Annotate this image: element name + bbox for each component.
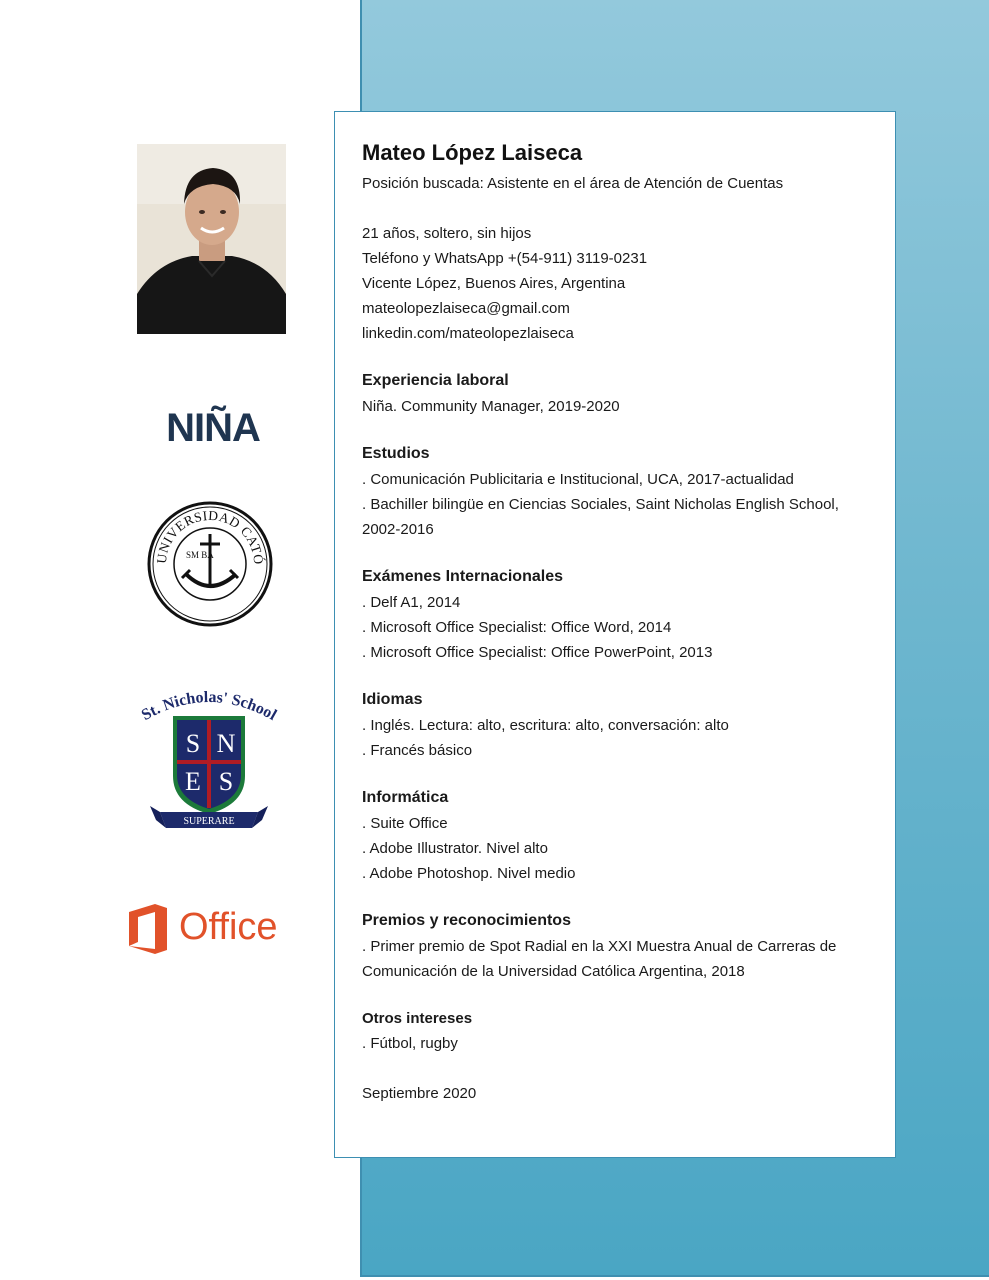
svg-text:N: N xyxy=(216,729,236,758)
svg-text:NIÑA: NIÑA xyxy=(166,406,260,447)
candidate-name: Mateo López Laiseca xyxy=(362,140,583,165)
svg-text:SM BA: SM BA xyxy=(186,550,214,560)
language-item: . Inglés. Lectura: alto, escritura: alto, conversación: alto xyxy=(362,717,729,734)
svg-text:S: S xyxy=(218,767,234,796)
nina-logo xyxy=(143,403,283,447)
computing-item: . Adobe Illustrator. Nivel alto xyxy=(362,840,548,857)
office-logo-text: Office xyxy=(179,906,278,948)
exam-item: . Microsoft Office Specialist: Office Word, 2014 xyxy=(362,619,672,636)
svg-text:St. Nicholas' School: St. Nicholas' School xyxy=(138,688,280,725)
document-date: Septiembre 2020 xyxy=(362,1085,477,1102)
office-icon xyxy=(125,902,173,956)
office-logo xyxy=(125,900,285,956)
svg-text:S: S xyxy=(185,729,201,758)
education-item: . Bachiller bilingüe en Ciencias Sociales, Saint Nicholas English School, 2002-2016 xyxy=(362,496,839,538)
experience-item: Niña. Community Manager, 2019-2020 xyxy=(362,398,620,415)
svg-text:SUPERARE: SUPERARE xyxy=(183,816,235,827)
exam-item: . Microsoft Office Specialist: Office PowerPoint, 2013 xyxy=(362,644,713,661)
languages-heading: Idiomas xyxy=(362,691,423,708)
st-nicholas-school-logo xyxy=(138,686,280,832)
contact-linkedin[interactable]: linkedin.com/mateolopezlaiseca xyxy=(362,325,574,342)
contact-age: 21 años, soltero, sin hijos xyxy=(362,225,532,242)
exam-item: . Delf A1, 2014 xyxy=(362,594,461,611)
computing-item: . Suite Office xyxy=(362,815,448,832)
position-sought: Posición buscada: Asistente en el área de Atención de Cuentas xyxy=(362,175,784,192)
education-item: . Comunicación Publicitaria e Institucional, UCA, 2017-actualidad xyxy=(362,471,794,488)
cv-card xyxy=(334,111,896,1158)
language-item: . Francés básico xyxy=(362,742,473,759)
contact-email[interactable]: mateolopezlaiseca@gmail.com xyxy=(362,300,570,317)
interests-heading: Otros intereses xyxy=(362,1010,473,1027)
computing-heading: Informática xyxy=(362,789,449,806)
interest-item: . Fútbol, rugby xyxy=(362,1035,458,1052)
exams-heading: Exámenes Internacionales xyxy=(362,568,563,585)
award-item: . Primer premio de Spot Radial en la XXI Muestra Anual de Carreras de Comunicación de la Universidad Católica Argentina, 2018 xyxy=(362,938,837,980)
computing-item: . Adobe Photoshop. Nivel medio xyxy=(362,865,576,882)
contact-phone: Teléfono y WhatsApp +(54-911) 3119-0231 xyxy=(362,250,648,267)
experience-heading: Experiencia laboral xyxy=(362,372,509,389)
awards-heading: Premios y reconocimientos xyxy=(362,912,571,929)
svg-text:E: E xyxy=(185,767,201,796)
profile-photo xyxy=(137,144,286,334)
uca-seal-logo xyxy=(146,500,274,628)
contact-location: Vicente López, Buenos Aires, Argentina xyxy=(362,275,626,292)
svg-text:UNIVERSIDAD CATÓLICA ARGENTINA: UNIVERSIDAD CATÓ xyxy=(153,507,267,566)
education-heading: Estudios xyxy=(362,445,430,462)
